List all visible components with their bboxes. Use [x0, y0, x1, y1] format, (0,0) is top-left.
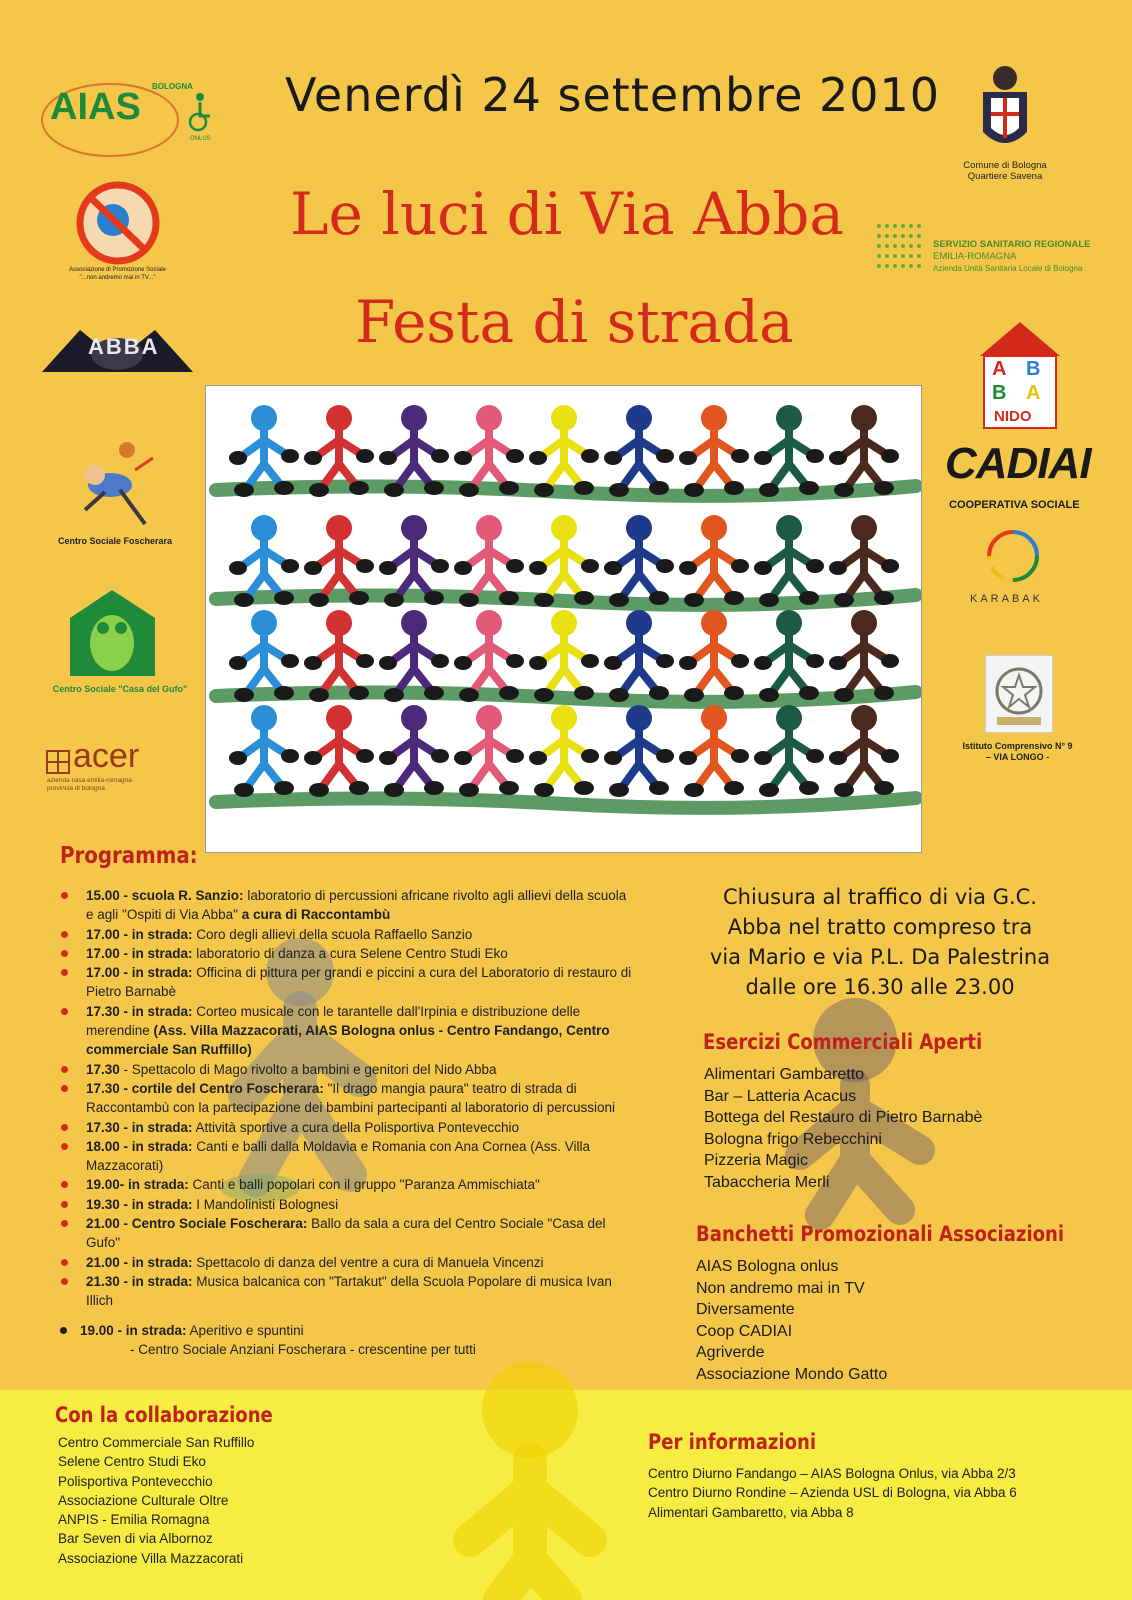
chiusura-line2: Abba nel tratto compreso tra [727, 915, 1033, 939]
esercizio-item: Bottega del Restauro di Pietro Barnabè [704, 1109, 983, 1126]
collaborazione-title: Con la collaborazione [55, 1403, 273, 1427]
programma-item-time: 17.30 - in strada: [86, 1119, 193, 1135]
programma-item-text: Attività sportive a cura della Polisportiva Pontevecchio [192, 1119, 519, 1135]
programma-item [55, 1060, 635, 1079]
acer-caption-line1: azienda casa emilia-romagna [47, 777, 132, 784]
painted-figure [679, 515, 749, 607]
painted-figure [604, 610, 674, 702]
cadiai-sub: COOPERATIVA SOCIALE [949, 499, 1080, 511]
banchetto-item: Non andremo mai in TV [696, 1279, 865, 1297]
esercizio-item: Pizzeria Magic [704, 1152, 809, 1169]
owl-house-icon [65, 588, 160, 678]
foscherara-logo [40, 440, 190, 555]
italian-emblem-icon [985, 655, 1053, 733]
programma-item [55, 1195, 635, 1214]
programma-item-time: 17.30 - in strada: [86, 1003, 193, 1019]
cartoon-figure-icon [65, 440, 165, 530]
abba-logo [40, 320, 195, 380]
programma-item-text: Canti e balli popolari con il gruppo "Paranza Ammischiata" [188, 1177, 540, 1193]
programma-item-text: Spettacolo di danza del ventre a cura di Manuela Vincenzi [192, 1254, 544, 1270]
programma-item [55, 1002, 635, 1060]
aias-word: AIAS [50, 86, 141, 128]
painted-figure [454, 705, 524, 797]
acer-caption-line2: provincia di bologna [47, 785, 105, 792]
programma-item [55, 1272, 635, 1311]
foscherara-caption: Centro Sociale Foscherara [57, 536, 173, 546]
programma-item-text: I Mandolinisti Bolognesi [192, 1196, 339, 1212]
cadiai-logo [945, 439, 1100, 515]
programma-item-time: 18.00 - in strada: [86, 1138, 193, 1154]
tv-caption-line1: Associazione di Promozione Sociale [69, 267, 166, 273]
painted-figure [679, 405, 749, 497]
collaborazione-item: Associazione Culturale Oltre [58, 1492, 229, 1508]
programma-item-text: Canti e balli dalla Moldavia e Romania con Ana Cornea (Ass. Villa Mazzacorati) [86, 1138, 591, 1174]
banchetto-item: Coop CADIAI [696, 1322, 793, 1340]
programma-extra-time: 19.00 - in strada: [80, 1322, 187, 1338]
traffic-closure-notice [660, 882, 1100, 1002]
acer-word: acer [73, 737, 140, 775]
programma-item-time: 19.30 - in strada: [86, 1196, 193, 1212]
programma-item-time: 17.00 - in strada: [86, 945, 193, 961]
wheelchair-icon [188, 92, 212, 132]
programma-extra-text: Aperitivo e spuntini [186, 1322, 304, 1338]
painted-figure [754, 515, 824, 607]
painted-figure [679, 705, 749, 797]
painted-figure [754, 610, 824, 702]
programma-item [55, 1253, 635, 1272]
painted-figure [754, 705, 824, 797]
chiusura-line4: dalle ore 16.30 alle 23.00 [745, 975, 1015, 999]
gufo-caption: Centro Sociale "Casa del Gufo" [52, 684, 188, 694]
chiusura-line3: via Mario e via P.L. Da Palestrina [709, 945, 1051, 969]
programma-item-text: laboratorio di percussioni africane rivolto agli allievi della scuola e agli "Ospiti di Via Abba" [86, 888, 627, 923]
programma-item-time: 17.00 - in strada: [86, 926, 193, 942]
programma-title: Programma: [60, 843, 198, 869]
programma-item-time: 21.00 - Centro Sociale Foscherara: [86, 1216, 308, 1232]
ssr-line2: EMILIA-ROMAGNA [933, 251, 1017, 262]
programma-item-time: 21.30 - in strada: [86, 1273, 193, 1289]
programma-item-text: - Spettacolo di Mago rivolto a bambini e genitori del Nido Abba [119, 1061, 497, 1077]
collaborazione-list [58, 1433, 408, 1568]
programma-item-time: 15.00 - scuola R. Sanzio: [86, 888, 244, 903]
programma-item-time: 17.30 - cortile del Centro Foscherara: [86, 1080, 324, 1096]
banchetti-title: Banchetti Promozionali Associazioni [696, 1222, 1065, 1246]
programma-item [55, 1079, 635, 1118]
banchetti-list [696, 1256, 1096, 1385]
istituto-line2: – VIA LONGO - [985, 752, 1050, 762]
comune-bologna-logo [940, 62, 1070, 192]
collaborazione-item: Associazione Villa Mazzacorati [58, 1550, 244, 1566]
programma-item [55, 944, 635, 963]
programma-extra-item [55, 1321, 635, 1360]
silhouette-yellow-decoration [440, 1340, 640, 1600]
painted-figure [529, 405, 599, 497]
comune-line2: Quartiere Savena [967, 171, 1043, 182]
cadiai-word: CADIAI [945, 439, 1091, 488]
nido-word: NIDO [994, 408, 1032, 425]
event-title: Le luci di Via Abba [290, 180, 844, 248]
collaborazione-item: Bar Seven di via Albornoz [58, 1531, 213, 1547]
painted-figure [679, 610, 749, 702]
nido-letter-3: B [992, 382, 1007, 404]
painted-figure [829, 705, 899, 797]
programma-item-time: 17.00 - in strada: [86, 965, 193, 981]
painted-figure [604, 515, 674, 607]
programma-item [55, 886, 635, 925]
servizio-sanitario-logo [875, 222, 1105, 282]
esercizio-item: Bar – Latteria Acacus [704, 1087, 857, 1105]
programma-item-time: 19.00- in strada: [86, 1177, 189, 1193]
informazione-item: Centro Diurno Rondine – Azienda USL di Bologna, via Abba 6 [648, 1485, 1017, 1501]
esercizio-item: Alimentari Gambaretto [704, 1066, 865, 1083]
ssr-line1: SERVIZIO SANITARIO REGIONALE [933, 239, 1091, 250]
coat-of-arms-icon [973, 62, 1037, 158]
acer-logo [45, 737, 185, 795]
no-tv-icon [73, 180, 163, 266]
aias-city: BOLOGNA [152, 82, 193, 91]
esercizio-item: Bologna frigo Rebecchini [704, 1130, 882, 1148]
event-date: Venerdì 24 settembre 2010 [285, 68, 941, 122]
collaborazione-item: Polisportiva Pontevecchio [58, 1473, 213, 1489]
collaborazione-item: Centro Commerciale San Ruffillo [58, 1435, 255, 1450]
painted-figure [604, 405, 674, 497]
programma-item-text: Officina di pittura per grandi e piccini a cura del Laboratorio di restauro di Pietro Barnabè [86, 965, 632, 1000]
programma-item-time: 17.30 [86, 1061, 120, 1077]
grass-stripe [216, 798, 916, 808]
esercizi-list [704, 1064, 1104, 1193]
nido-letter-2: B [1026, 358, 1041, 380]
istituto-comprensivo-logo [945, 655, 1090, 770]
banchetto-item: Associazione Mondo Gatto [696, 1365, 888, 1383]
non-andremo-mai-in-tv-logo [55, 180, 180, 290]
programma-extra-line2: - Centro Sociale Anziani Foscherara - crescentine per tutti [130, 1341, 476, 1357]
dot-grid-icon [875, 222, 923, 278]
informazioni-title: Per informazioni [648, 1430, 817, 1454]
programma-item-credit: (Ass. Villa Mazzacorati, AIAS Bologna onlus - Centro Fandango, Centro commerciale San Ruffillo) [86, 1023, 610, 1058]
programma-item [55, 1118, 635, 1137]
programma-item-text: "Il drago mangia paura" teatro di strada di Raccontambù con la partecipazione dei bambini partecipanti al laboratorio di percussioni [86, 1080, 616, 1116]
painted-figure [229, 705, 299, 797]
comune-line1: Comune di Bologna [963, 160, 1047, 171]
banchetto-item: Agriverde [696, 1344, 765, 1361]
programma-item [55, 1214, 635, 1253]
banchetto-item: AIAS Bologna onlus [696, 1258, 839, 1275]
aias-logo [40, 78, 210, 163]
programma-item [55, 963, 635, 1002]
chiusura-line1: Chiusura al traffico di via G.C. [723, 885, 1037, 909]
programma-item-text: Musica balcanica con "Tartakut" della Scuola Popolare di musica Ivan Illich [86, 1273, 612, 1309]
karabak-logo [960, 525, 1070, 610]
programma-item-text: Coro degli allievi della scuola Raffaello Sanzio [192, 926, 473, 942]
programma-item-text: Ballo da sala a cura del Centro Sociale "Casa del Gufo" [86, 1216, 606, 1251]
istituto-line1: Istituto Comprensivo N° 9 [962, 741, 1073, 751]
esercizio-item: Tabaccheria Merli [704, 1173, 830, 1191]
ssr-line3: Azienda Unità Sanitaria Locale di Bologna [933, 264, 1083, 273]
painted-figure [304, 705, 374, 797]
programma-item [55, 1137, 635, 1176]
collaborazione-item: ANPIS - Emilia Romagna [58, 1512, 210, 1528]
painted-figure [754, 405, 824, 497]
aias-tag: ONLUS [190, 136, 211, 142]
karabak-word: KARABAK [970, 593, 1043, 605]
programma-item-credit: a cura di Raccontambù [237, 907, 391, 923]
children-painting [205, 385, 922, 853]
painted-figure [829, 610, 899, 702]
programma-item-time: 21.00 - in strada: [86, 1254, 193, 1270]
programma-item [55, 1175, 635, 1194]
nido-letter-1: A [992, 358, 1007, 380]
event-subtitle: Festa di strada [355, 288, 794, 356]
karabak-ring-icon [982, 525, 1044, 587]
painted-figure [379, 705, 449, 797]
acer-square-icon [45, 749, 73, 775]
painted-figure [604, 705, 674, 797]
nido-letter-4: A [1026, 382, 1041, 404]
programma-list [55, 886, 635, 1359]
programma-item [55, 925, 635, 944]
informazione-item: Alimentari Gambaretto, via Abba 8 [648, 1504, 854, 1520]
abba-nido-logo [980, 322, 1060, 430]
painted-figure [529, 610, 599, 702]
painted-figure [829, 405, 899, 497]
collaborazione-item: Selene Centro Studi Eko [58, 1454, 206, 1470]
programma-item-text: laboratorio di danza a cura Selene Centro Studi Eko [192, 945, 508, 961]
informazione-item: Centro Diurno Fandango – AIAS Bologna Onlus, via Abba 2/3 [648, 1466, 1016, 1481]
programma-item-text: Corteo musicale con le tarantelle dall'Irpinia e distribuzione delle merendine [86, 1003, 581, 1039]
esercizi-title: Esercizi Commerciali Aperti [703, 1030, 983, 1054]
abba-text: ABBA [88, 334, 160, 359]
painted-figures-illustration [206, 386, 921, 852]
painted-figure [529, 705, 599, 797]
informazioni-list [648, 1464, 1118, 1522]
casa-del-gufo-logo [35, 588, 205, 708]
banchetto-item: Diversamente [696, 1301, 795, 1318]
tv-caption-line2: "...non andremo mai in TV..." [79, 275, 156, 281]
